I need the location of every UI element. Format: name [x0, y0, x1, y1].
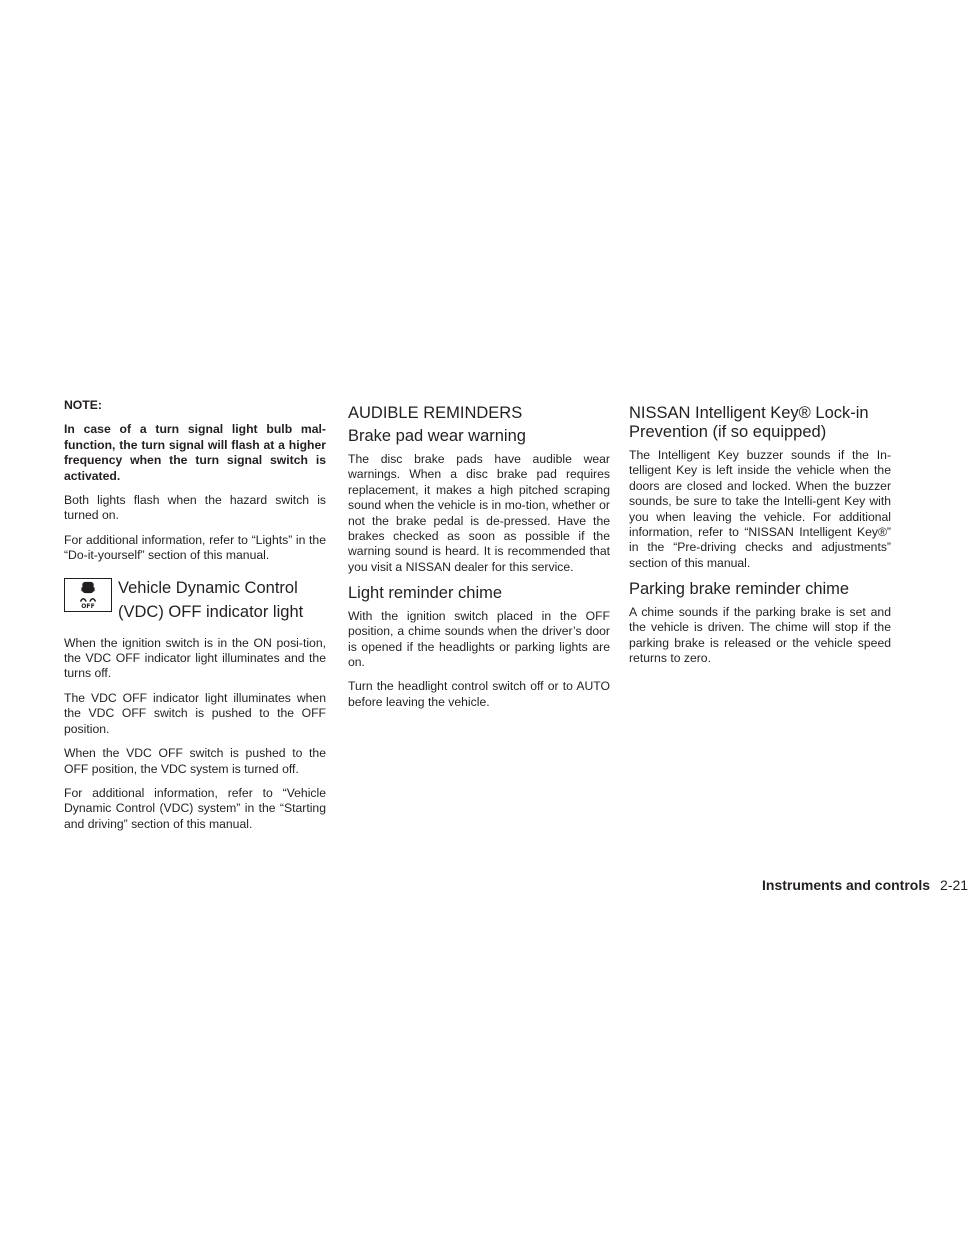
intelligent-key-heading: [629, 404, 891, 441]
vdc-off-icon-label: OFF: [81, 602, 95, 610]
vdc-indicator-heading-block: [64, 576, 326, 624]
parking-brake-heading: Parking brake reminder chime: [629, 580, 850, 599]
intelligent-key-heading-line1: NISSAN Intelligent Key® Lock-in: [629, 404, 869, 422]
vdc-heading: [118, 576, 328, 624]
light-reminder-heading: Light reminder chime: [348, 584, 503, 603]
vdc-paragraph-4: For additional information, refer to “Vehicle Dynamic Control (VDC) system” in the “Starting and driving” section of this manual.: [64, 785, 326, 831]
vdc-paragraph-3: When the VDC OFF switch is pushed to the OFF position, the VDC system is turned off.: [64, 746, 326, 776]
column-left: [64, 398, 326, 841]
page-number: 2-21: [940, 877, 968, 893]
intelligent-key-paragraph: The Intelligent Key buzzer sounds if the In-telligent Key is left inside the vehicle when the doors are closed and locked. When the buzzer sounds, be sure to take the Intelli-gent Key with you when leaving the vehicle. For additional information, refer to “NISSAN Intelligent Key®” in the “Pre-driving checks and adjustments” section of this manual.: [629, 448, 891, 570]
note-label: NOTE:: [64, 398, 102, 412]
page-footer: [762, 877, 968, 893]
intelligent-key-heading-line2: Prevention (if so equipped): [629, 422, 827, 441]
vdc-heading-line1: Vehicle Dynamic Control: [118, 578, 298, 597]
footer-section-title: Instruments and controls: [762, 877, 931, 893]
vdc-paragraph-2: The VDC OFF indicator light illuminates when the VDC OFF switch is pushed to the OFF position.: [64, 690, 326, 736]
parking-brake-paragraph: A chime sounds if the parking brake is set and the vehicle is driven. The chime will stop if the parking brake is released or the vehicle speed returns to zero.: [629, 604, 891, 665]
hazard-paragraph: Both lights flash when the hazard switch is turned on.: [64, 493, 326, 523]
audible-reminders-heading: AUDIBLE REMINDERS: [348, 404, 523, 422]
lights-reference-paragraph: For additional information, refer to “Lights” in the “Do-it-yourself” section of this manual.: [64, 532, 326, 563]
brake-pad-heading: Brake pad wear warning: [348, 426, 526, 445]
light-reminder-paragraph-1: With the ignition switch placed in the OFF position, a chime sounds when the driver’s door is opened if the headlights or parking lights are on.: [348, 608, 610, 669]
brake-pad-paragraph: The disc brake pads have audible wear warnings. When a disc brake pad requires replacement, it makes a high pitched scraping sound when the vehicle is in mo-tion, whether or not the brake pedal is de-pressed. Have the brakes checked as soon as possible if the warning sound is heard. It is recommended that you visit a NISSAN dealer for this service.: [348, 452, 610, 574]
note-body: In case of a turn signal light bulb mal-function, the turn signal will flash at a higher frequency when the turn signal switch is activated.: [64, 422, 326, 483]
vdc-paragraph-1: When the ignition switch is in the ON posi-tion, the VDC OFF indicator light illuminates and the turns off.: [64, 635, 326, 681]
vdc-heading-line2: (VDC) OFF indicator light: [118, 602, 304, 621]
column-middle: [348, 398, 610, 719]
light-reminder-paragraph-2: Turn the headlight control switch off or to AUTO before leaving the vehicle.: [348, 679, 610, 709]
column-right: [629, 398, 891, 675]
vdc-off-indicator-icon: [64, 578, 112, 612]
